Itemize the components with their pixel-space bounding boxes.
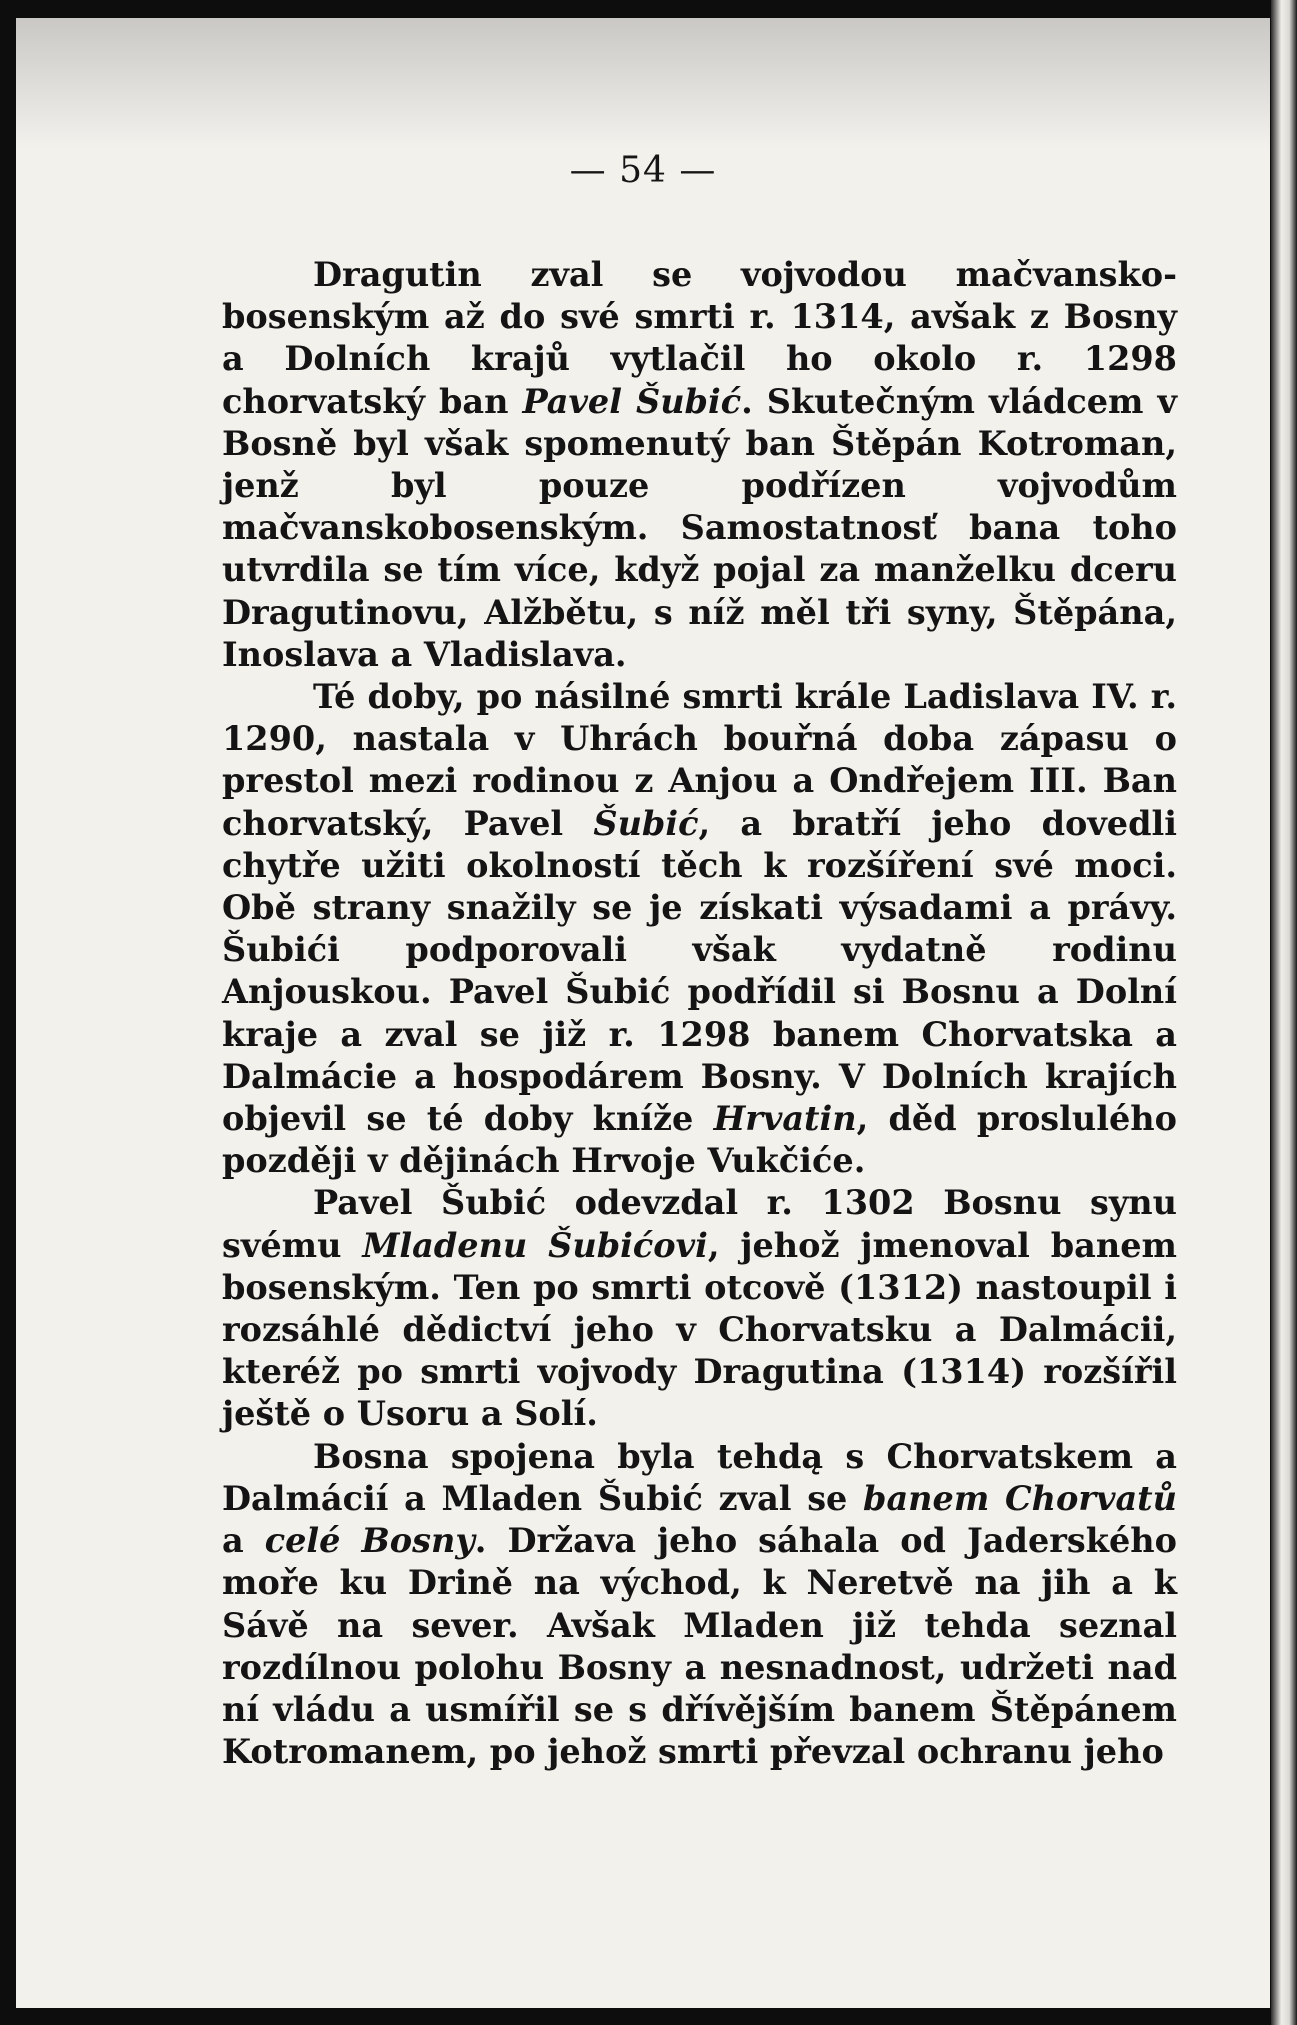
- book-page: [16, 18, 1270, 2008]
- text-run: Té doby, po násilné smrti krále Ladislava IV. r. 1290, nastala v Uhrách bouřná doba zápasu o prestol mezi rodinou z Anjou a Ondřejem III. Ban chorvatský, Pavel: [222, 677, 1177, 843]
- paragraph: [222, 254, 1177, 676]
- text-run: , děd proslulého později v dějinách Hrvoje Vukčiće.: [222, 1099, 1177, 1181]
- text-run: Dragutin zval se vojvodou mačvansko-bosenským až do své smrti r. 1314, avšak z Bosny a Dolních krajů vytlačil ho okolo r. 1298 chorvatský ban: [222, 255, 1177, 421]
- italic-name: Šubić: [593, 803, 699, 843]
- book-spine-edge: [1271, 0, 1297, 2025]
- italic-name: Pavel Šubić: [522, 381, 742, 421]
- text-run: Pavel Šubić odevzdal r. 1302 Bosnu synu svému: [222, 1183, 1177, 1265]
- page-number: — 54 —: [569, 150, 717, 191]
- text-run: a: [222, 1521, 265, 1561]
- text-run: , a bratří jeho dovedli chytře užiti okolností těch k rozšíření své moci. Obě strany snažily se je získati výsadami a právy. Šubići podporovali však vydatně rodinu Anjouskou. Pavel Šubić podřídil si Bosnu a Dolní kraje a zval se již r. 1298 banem Chorvatska a Dalmácie a hospodárem Bosny. V Dolních krajích objevil se té doby kníže: [222, 803, 1177, 1139]
- italic-name: celé Bosny: [264, 1521, 475, 1561]
- italic-name: banem Chorvatů: [863, 1478, 1177, 1518]
- paragraph: [222, 676, 1177, 1182]
- paragraph: [222, 1436, 1177, 1774]
- paragraph: [222, 1182, 1177, 1435]
- italic-name: Mladenu Šubićovi: [362, 1225, 708, 1265]
- text-run: , jehož jmenoval banem bosenským. Ten po smrti otcově (1312) nastoupil i rozsáhlé dědictví jeho v Chorvatsku a Dalmácii, kteréž po smrti vojvody Dragutina (1314) rozšířil ještě o Usoru a Solí.: [222, 1225, 1177, 1434]
- text-run: . Skutečným vládcem v Bosně byl však spomenutý ban Štěpán Kotroman, jenž byl pouze podřízen vojvodům mačvanskobosenským. Samostatnosť bana toho utvrdila se tím více, když pojal za manželku dceru Dragutinovu, Alžbětu, s níž měl tři syny, Štěpána, Inoslava a Vladislava.: [222, 381, 1177, 674]
- italic-name: Hrvatin: [713, 1099, 857, 1139]
- body-text: [222, 254, 1177, 1773]
- text-run: Bosna spojena byla tehdą s Chorvatskem a Dalmácií a Mladen Šubić zval se: [222, 1436, 1177, 1518]
- text-run: . Država jeho sáhala od Jaderského moře ku Drině na východ, k Neretvě na jih a k Sávě na sever. Avšak Mladen již tehda seznal rozdílnou polohu Bosny a nesnadnost, udržeti nad ní vládu a usmířil se s dřívějším banem Štěpánem Kotromanem, po jehož smrti převzal ochranu jeho: [222, 1521, 1177, 1772]
